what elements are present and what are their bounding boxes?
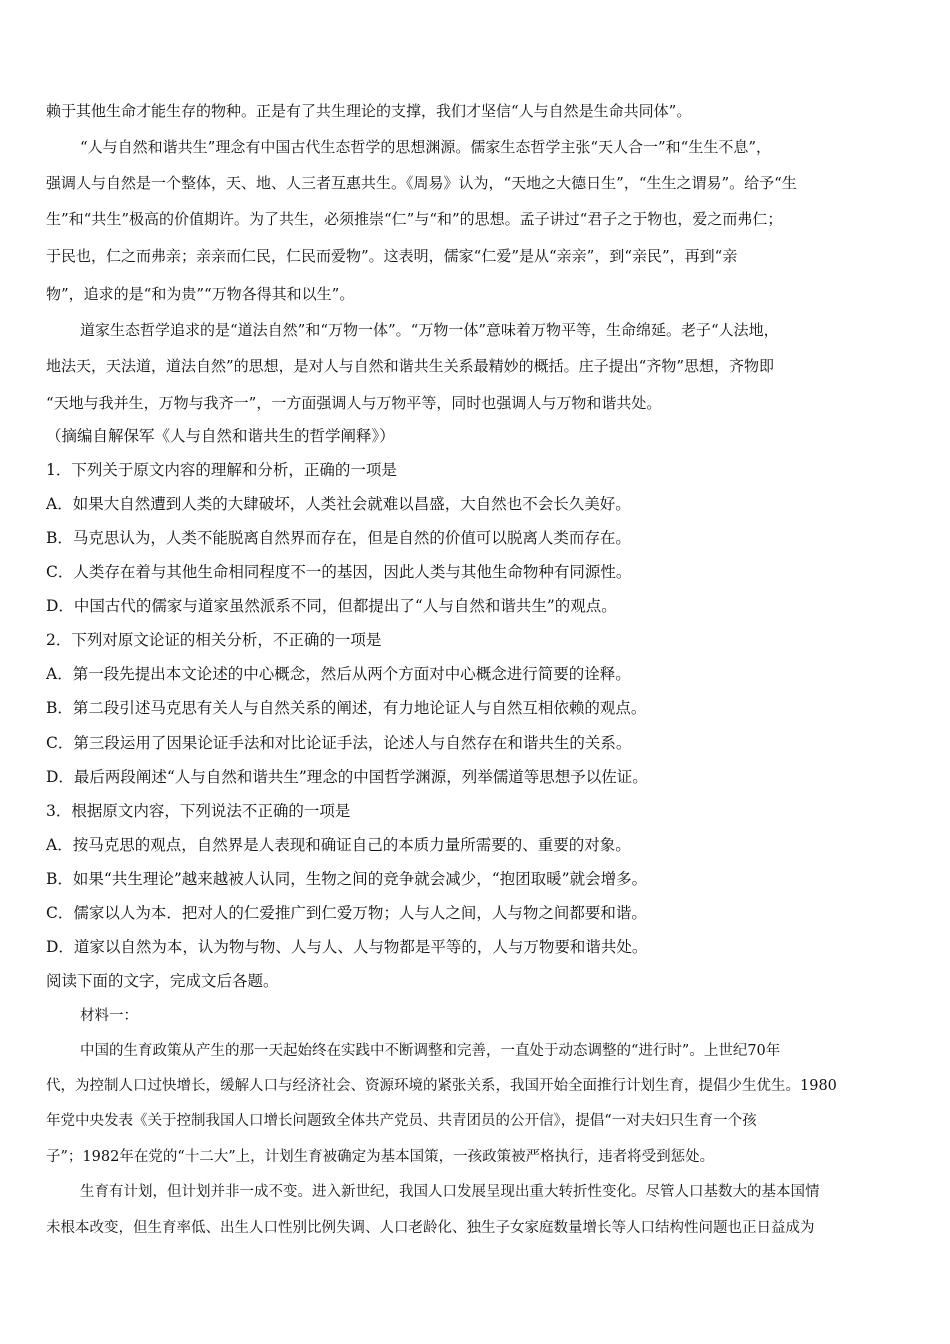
question-option: D．中国古代的儒家与道家虽然派系不同，但都提出了“人与自然和谐共生”的观点。: [46, 597, 617, 615]
passage-line: 于民也，仁之而弗亲；亲亲而仁民，仁民而爱物”。这表明，儒家“仁爱”是从“亲亲”，到“亲民”，再到“亲: [46, 247, 738, 265]
question-option: D．最后两段阐述“人与自然和谐共生”理念的中国哲学渊源，列举儒道等思想予以佐证。: [46, 768, 648, 786]
material-line: 生育有计划，但计划并非一成不变。进入新世纪，我国人口发展呈现出重大转折性变化。尽管人口基数大的基本国情: [80, 1184, 820, 1200]
question-option: C．儒家以人为本．把对人的仁爱推广到仁爱万物；人与人之间，人与物之间都要和谐。: [46, 904, 647, 922]
passage-line: “天地与我并生，万物与我齐一”，一方面强调人与万物平等，同时也强调人与万物和谐共处。: [46, 394, 662, 412]
question-option: C．人类存在着与其他生命相同程度不一的基因，因此人类与其他生命物种有同源性。: [46, 563, 632, 581]
question-stem: 1．下列关于原文内容的理解和分析，正确的一项是: [46, 461, 397, 479]
question-option: A．按马克思的观点，自然界是人表现和确证自己的本质力量所需要的、重要的对象。: [46, 836, 631, 854]
passage-line: 生”和“共生”极高的价值期许。为了共生，必须推崇“仁”与“和”的思想。孟子讲过“君子之于物也，爱之而弗仁；: [46, 210, 783, 228]
question-option: B．如果“共生理论”越来越被人认同，生物之间的竞争就会减少，“抱团取暖”就会增多。: [46, 870, 648, 888]
material-line: 代，为控制人口过快增长，缓解人口与经济社会、资源环境的紧张关系，我国开始全面推行计划生育，提倡少生优生。1980: [46, 1078, 837, 1094]
passage-line: 赖于其他生命才能生存的物种。正是有了共生理论的支撑，我们才坚信“人与自然是生命共同体”。: [46, 102, 692, 120]
passage-line: 强调人与自然是一个整体，天、地、人三者互惠共生。《周易》认为，“天地之大德日生”，“生生之谓易”。给予“生: [46, 174, 797, 192]
material-line: 中国的生育政策从产生的那一天起始终在实践中不断调整和完善，一直处于动态调整的“进行时”。上世纪70年: [80, 1043, 781, 1059]
question-option: D．道家以自然为本，认为物与物、人与人、人与物都是平等的，人与万物要和谐共处。: [46, 938, 648, 956]
question-option: B．马克思认为，人类不能脱离自然界而存在，但是自然的价值可以脱离人类而存在。: [46, 529, 631, 547]
material-heading: 材料一：: [80, 1008, 138, 1024]
question-option: B．第二段引述马克思有关人与自然关系的阐述，有力地论证人与自然互相依赖的观点。: [46, 699, 647, 717]
passage-line: 物”，追求的是“和为贵”“万物各得其和以生”。: [46, 285, 355, 303]
material-line: 未根本改变，但生育率低、出生人口性别比例失调、人口老龄化、独生子女家庭数量增长等人口结构性问题也正日益成为: [46, 1220, 815, 1236]
question-stem: 3．根据原文内容，下列说法不正确的一项是: [46, 802, 351, 820]
passage-line: 地法天，天法道，道法自然”的思想，是对人与自然和谐共生关系最精妙的概括。庄子提出“齐物”思想，齐物即: [46, 357, 775, 375]
question-stem: 2．下列对原文论证的相关分析，不正确的一项是: [46, 631, 382, 649]
question-option: A．第一段先提出本文论述的中心概念，然后从两个方面对中心概念进行简要的诠释。: [46, 665, 631, 683]
passage-line: “人与自然和谐共生”理念有中国古代生态哲学的思想渊源。儒家生态哲学主张“天人合一”和“生生不息”，: [80, 138, 772, 156]
material-line: 年党中央发表《关于控制我国人口增长问题致全体共产党员、共青团员的公开信》，提倡“一对夫妇只生育一个孩: [46, 1113, 757, 1129]
question-option: C．第三段运用了因果论证手法和对比论证手法，论述人与自然存在和谐共生的关系。: [46, 734, 632, 752]
material-line: 子”；1982年在党的“十二大”上，计划生育被确定为基本国策，一孩政策被严格执行，违者将受到惩处。: [46, 1149, 715, 1165]
question-option: A．如果大自然遭到人类的大肆破坏，人类社会就难以昌盛，大自然也不会长久美好。: [46, 495, 631, 513]
passage-line: 道家生态哲学追求的是“道法自然”和“万物一体”。“万物一体”意味着万物平等，生命绵延。老子“人法地，: [80, 321, 779, 339]
reading-instruction: 阅读下面的文字，完成文后各题。: [46, 972, 279, 990]
passage-source: （摘编自解保军《人与自然和谐共生的哲学阐释》）: [46, 427, 395, 445]
